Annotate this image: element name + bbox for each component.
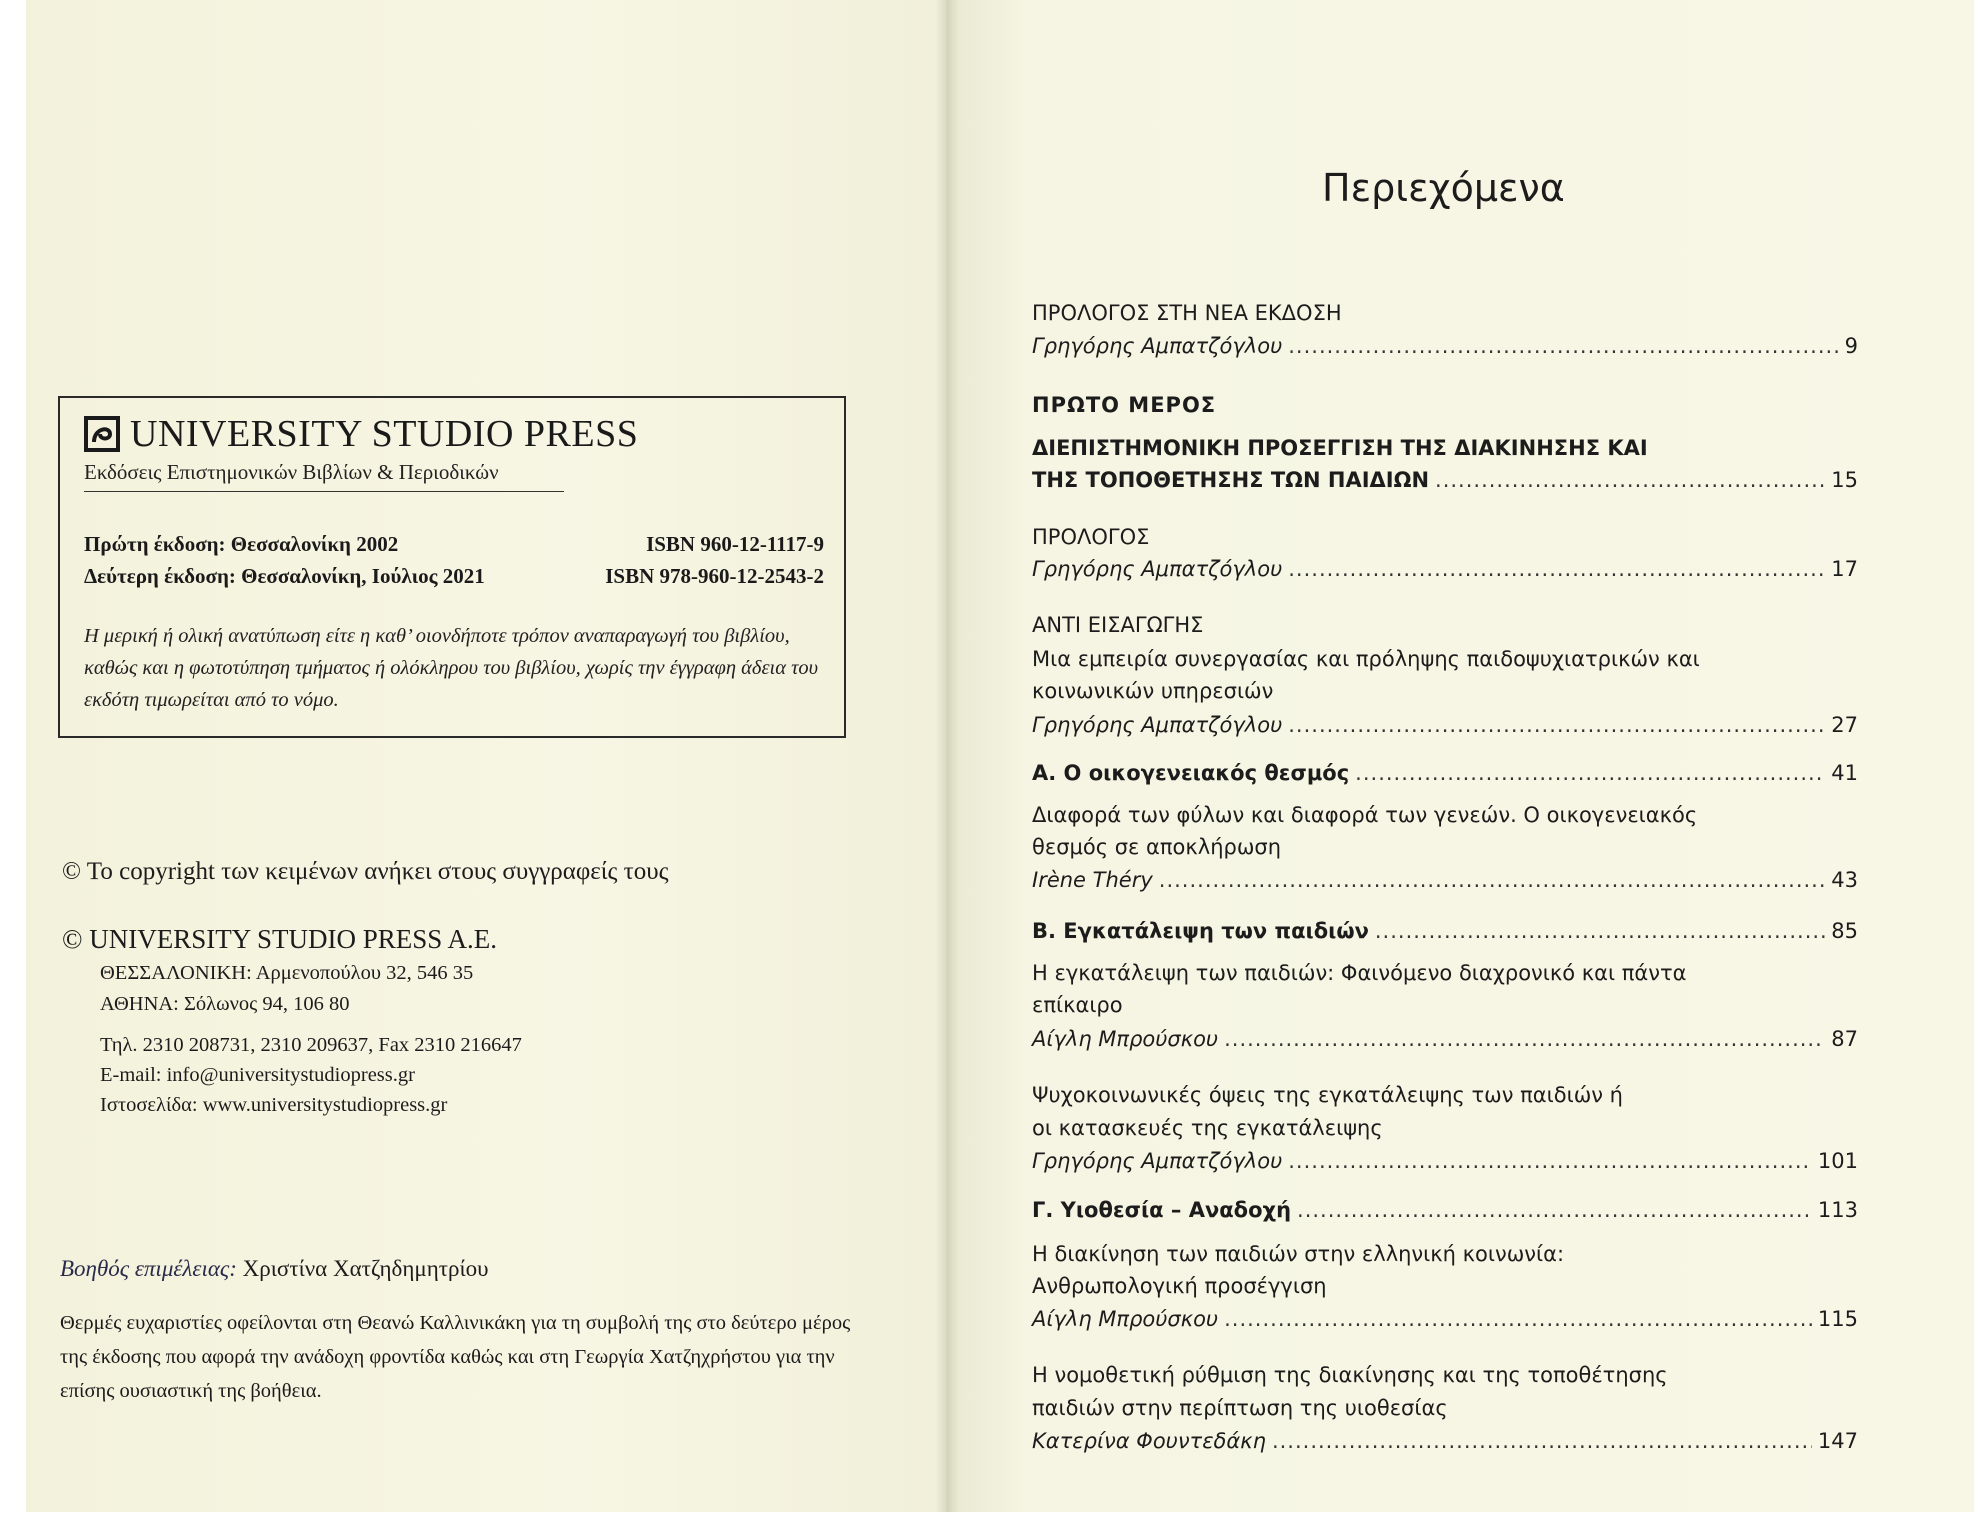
toc-text: ΤΗΣ ΤΟΠΟΘΕΤΗΣΗΣ ΤΩΝ ΠΑΙΔΙΩΝ [1032,468,1430,492]
toc-leader [1355,758,1825,788]
toc-text: Β. Εγκατάλειψη των παιδιών [1032,919,1369,943]
toc-line [1032,1239,1858,1269]
toc-line [1032,800,1858,830]
toc-text: παιδιών στην περίπτωση της υιοθεσίας [1032,1396,1448,1420]
assistant-label: Βοηθός επιμέλειας: [60,1256,237,1281]
toc-line [1032,710,1858,740]
assistant-name: Χριστίνα Χατζηδημητρίου [242,1256,489,1281]
toc-page: 27 [1831,713,1858,737]
toc-text: Μια εμπειρία συνεργασίας και πρόληψης παιδοψυχιατρικών και [1032,647,1700,671]
toc-page: 9 [1844,334,1858,358]
toc-leader [1375,916,1825,946]
second-isbn: ISBN 978-960-12-2543-2 [605,564,824,588]
toc-text: Γρηγόρης Αμπατζόγλου [1032,1149,1283,1173]
toc-page: 87 [1831,1027,1858,1051]
second-edition: Δεύτερη έκδοση: Θεσσαλονίκη, Ιούλιος 2021 [84,564,485,588]
toc-line [1032,916,1858,946]
editorial-assistant [60,1256,489,1282]
toc-line [1032,1113,1858,1143]
toc-line [1032,832,1858,862]
toc-text: ΠΡΩΤΟ ΜΕΡΟΣ [1032,393,1217,417]
toc-text: Ψυχοκοινωνικές όψεις της εγκατάλειψης των παιδιών ή [1032,1083,1623,1107]
first-isbn: ISBN 960-12-1117-9 [646,532,824,556]
toc-text: Αίγλη Μπρούσκου [1032,1307,1219,1331]
first-edition-row [84,532,824,557]
toc-leader [1288,710,1825,740]
second-edition-row [84,564,824,589]
toc-text: Η εγκατάλειψη των παιδιών: Φαινόμενο διαχρονικό και πάντα [1032,961,1687,985]
toc-line [1032,758,1858,788]
toc-line [1032,331,1858,361]
toc-line [1032,298,1858,328]
toc-page: 113 [1817,1198,1858,1222]
toc-line [1032,644,1858,674]
toc-text: Κατερίνα Φουντεδάκη [1032,1429,1266,1453]
toc-line [1032,610,1858,640]
toc-line [1032,554,1858,584]
website: Ιστοσελίδα: www.universitystudiopress.gr [100,1094,448,1116]
toc-line [1032,433,1858,463]
toc-page: 15 [1831,468,1858,492]
toc-text: Α. Ο οικογενειακός θεσμός [1032,761,1350,785]
toc-text: Η διακίνηση των παιδιών στην ελληνική κοινωνία: [1032,1242,1565,1266]
toc-page: 17 [1831,557,1858,581]
phone-fax: Τηλ. 2310 208731, 2310 209637, Fax 2310 216647 [100,1034,522,1056]
toc-leader [1288,331,1838,361]
toc-leader [1288,1146,1812,1176]
toc-leader [1272,1426,1812,1456]
toc-line [1032,1360,1858,1390]
toc-line [1032,390,1858,420]
toc-line [1032,1393,1858,1423]
publisher-box [58,396,846,738]
toc-text: Γρηγόρης Αμπατζόγλου [1032,334,1283,358]
toc-line [1032,865,1858,895]
toc-text: Αίγλη Μπρούσκου [1032,1027,1219,1051]
publisher-name: UNIVERSITY STUDIO PRESS [130,413,639,455]
publisher-logo-row [84,412,638,456]
toc-line [1032,1080,1858,1110]
toc-text: κοινωνικών υπηρεσιών [1032,679,1274,703]
toc-title: Περιεχόμενα [1322,166,1565,210]
toc-line [1032,990,1858,1020]
toc-line [1032,522,1858,552]
toc-text: Γ. Υιοθεσία – Αναδοχή [1032,1198,1292,1222]
toc-line [1032,1304,1858,1334]
toc-text: ΠΡΟΛΟΓΟΣ ΣΤΗ ΝΕΑ ΕΚΔΟΣΗ [1032,301,1342,325]
toc-text: ΠΡΟΛΟΓΟΣ [1032,525,1150,549]
toc-text: Η νομοθετική ρύθμιση της διακίνησης και της τοποθέτησης [1032,1363,1668,1387]
address-athens: ΑΘΗΝΑ: Σόλωνος 94, 106 80 [100,993,350,1015]
toc-page: 115 [1817,1307,1858,1331]
toc-line [1032,1426,1858,1456]
toc-line [1032,958,1858,988]
toc-leader [1159,865,1825,895]
toc-leader [1435,465,1825,495]
toc-leader [1297,1195,1812,1225]
toc-page: 101 [1817,1149,1858,1173]
toc-text: ΑΝΤΙ ΕΙΣΑΓΩΓΗΣ [1032,613,1204,637]
toc-text: οι κατασκευές της εγκατάλειψης [1032,1116,1383,1140]
toc-page: 41 [1831,761,1858,785]
acknowledgements: Θερμές ευχαριστίες οφείλονται στη Θεανώ Καλλινικάκη για τη συμβολή της στο δεύτερο μέρος της έκδοσης που αφορά την ανάδοχη φροντίδα καθώς και στη Γεωργία Χατζηχρήστου για την επίσης ουσιαστική της βοήθεια. [60,1312,851,1402]
toc-text: επίκαιρο [1032,993,1123,1017]
toc-text: Irène Théry [1032,868,1153,892]
email: E-mail: info@universitystudiopress.gr [100,1064,415,1086]
toc-text: Ανθρωπολογική προσέγγιση [1032,1274,1327,1298]
toc-text: Γρηγόρης Αμπατζόγλου [1032,557,1283,581]
toc-line [1032,1024,1858,1054]
toc-text: Διαφορά των φύλων και διαφορά των γενεών. Ο οικογενειακός [1032,803,1698,827]
toc-leader [1288,554,1825,584]
copyright-authors: © Το copyright των κειμένων ανήκει στους συγγραφείς τους [62,858,669,885]
toc-line [1032,465,1858,495]
toc-page: 43 [1831,868,1858,892]
address-thessaloniki: ΘΕΣΣΑΛΟΝΙΚΗ: Αρμενοπούλου 32, 546 35 [100,962,474,984]
toc-line [1032,1271,1858,1301]
toc-leader [1224,1304,1812,1334]
rights-notice: Η μερική ή ολική ανατύπωση είτε η καθ’ οιονδήποτε τρόπον αναπαραγωγή του βιβλίου, καθώς και η φωτοτύπηση τμήματος ή ολόκληρου του βιβλίου, χωρίς την έγγραφη άδεια του εκδότη τιμωρείται από το νόμο. [84,625,819,711]
copyright-publisher: © UNIVERSITY STUDIO PRESS A.E. [62,924,498,954]
toc-line [1032,1146,1858,1176]
toc-page: 147 [1817,1429,1858,1453]
toc-text: ΔΙΕΠΙΣΤΗΜΟΝΙΚΗ ΠΡΟΣΕΓΓΙΣΗ ΤΗΣ ΔΙΑΚΙΝΗΣΗΣ ΚΑΙ [1032,436,1648,460]
toc-page: 85 [1831,919,1858,943]
first-edition: Πρώτη έκδοση: Θεσσαλονίκη 2002 [84,532,399,556]
left-page [26,0,946,1512]
toc-leader [1224,1024,1825,1054]
toc-line [1032,676,1858,706]
toc-text: Γρηγόρης Αμπατζόγλου [1032,713,1283,737]
toc-text: θεσμός σε αποκλήρωση [1032,835,1282,859]
publisher-subtitle: Εκδόσεις Επιστημονικών Βιβλίων & Περιοδικών [84,460,564,492]
usp-logo-icon [84,416,120,452]
toc-line [1032,1195,1858,1225]
book-gutter [935,0,959,1512]
